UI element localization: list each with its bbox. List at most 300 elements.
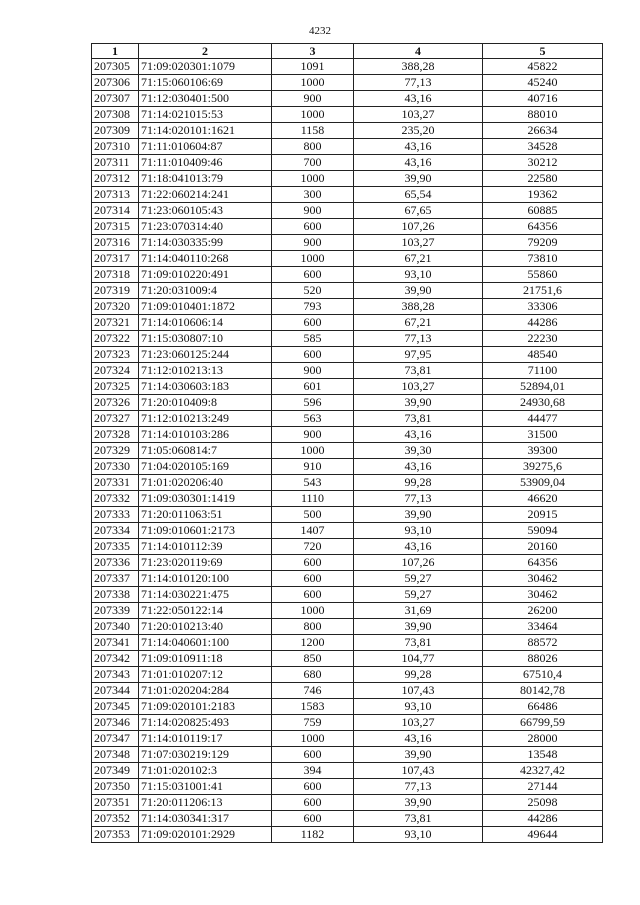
value-cell: 26200 [483,603,603,619]
value-cell: 28000 [483,731,603,747]
page-number: 4232 [309,25,331,37]
rate-cell: 73,81 [354,363,483,379]
table-row [92,779,603,795]
row-id-cell: 207341 [92,635,139,651]
value-cell: 44286 [483,315,603,331]
row-id-cell: 207333 [92,507,139,523]
area-cell: 600 [272,779,354,795]
column-header-5: 5 [483,44,603,59]
rate-cell: 43,16 [354,155,483,171]
value-cell: 73810 [483,251,603,267]
row-id-cell: 207349 [92,763,139,779]
area-cell: 596 [272,395,354,411]
row-id-cell: 207339 [92,603,139,619]
row-id-cell: 207353 [92,827,139,843]
rate-cell: 39,90 [354,619,483,635]
rate-cell: 43,16 [354,91,483,107]
table-row [92,347,603,363]
row-id-cell: 207331 [92,475,139,491]
value-cell: 25098 [483,795,603,811]
value-cell: 26634 [483,123,603,139]
value-cell: 30462 [483,587,603,603]
rate-cell: 43,16 [354,459,483,475]
area-cell: 1000 [272,603,354,619]
rate-cell: 99,28 [354,475,483,491]
area-cell: 1000 [272,75,354,91]
cadastral-number-cell: 71:20:011206:13 [139,795,272,811]
cadastral-number-cell: 71:09:010220:491 [139,267,272,283]
area-cell: 520 [272,283,354,299]
area-cell: 1182 [272,827,354,843]
value-cell: 44286 [483,811,603,827]
area-cell: 800 [272,139,354,155]
cadastral-number-cell: 71:14:021015:53 [139,107,272,123]
row-id-cell: 207336 [92,555,139,571]
area-cell: 585 [272,331,354,347]
row-id-cell: 207332 [92,491,139,507]
cadastral-number-cell: 71:14:020101:1621 [139,123,272,139]
rate-cell: 388,28 [354,59,483,75]
cadastral-number-cell: 71:23:060105:43 [139,203,272,219]
value-cell: 79209 [483,235,603,251]
table-row [92,683,603,699]
area-cell: 793 [272,299,354,315]
cadastral-number-cell: 71:12:010213:13 [139,363,272,379]
area-cell: 1000 [272,171,354,187]
value-cell: 67510,4 [483,667,603,683]
row-id-cell: 207337 [92,571,139,587]
rate-cell: 39,90 [354,507,483,523]
row-id-cell: 207325 [92,379,139,395]
cadastral-number-cell: 71:09:020101:2183 [139,699,272,715]
table-row [92,651,603,667]
value-cell: 19362 [483,187,603,203]
table-row [92,427,603,443]
row-id-cell: 207343 [92,667,139,683]
area-cell: 900 [272,203,354,219]
table-row [92,59,603,75]
area-cell: 800 [272,619,354,635]
table-row [92,107,603,123]
row-id-cell: 207312 [92,171,139,187]
cadastral-number-cell: 71:14:040110:268 [139,251,272,267]
rate-cell: 39,90 [354,395,483,411]
cadastral-number-cell: 71:14:030221:475 [139,587,272,603]
value-cell: 71100 [483,363,603,379]
rate-cell: 39,90 [354,171,483,187]
cadastral-number-cell: 71:01:020204:284 [139,683,272,699]
table-row [92,139,603,155]
cadastral-number-cell: 71:15:060106:69 [139,75,272,91]
column-header-2: 2 [139,44,272,59]
table-row [92,91,603,107]
rate-cell: 107,26 [354,219,483,235]
rate-cell: 43,16 [354,539,483,555]
value-cell: 20160 [483,539,603,555]
cadastral-number-cell: 71:14:040601:100 [139,635,272,651]
table-row [92,827,603,843]
value-cell: 33306 [483,299,603,315]
row-id-cell: 207319 [92,283,139,299]
value-cell: 52894,01 [483,379,603,395]
value-cell: 64356 [483,555,603,571]
value-cell: 45822 [483,59,603,75]
cadastral-number-cell: 71:01:010207:12 [139,667,272,683]
rate-cell: 31,69 [354,603,483,619]
cadastral-number-cell: 71:09:010401:1872 [139,299,272,315]
value-cell: 31500 [483,427,603,443]
area-cell: 700 [272,155,354,171]
row-id-cell: 207327 [92,411,139,427]
table-row [92,795,603,811]
row-id-cell: 207322 [92,331,139,347]
row-id-cell: 207323 [92,347,139,363]
value-cell: 88572 [483,635,603,651]
cadastral-number-cell: 71:20:010409:8 [139,395,272,411]
table-row [92,731,603,747]
table-row [92,491,603,507]
cadastral-number-cell: 71:04:020105:169 [139,459,272,475]
row-id-cell: 207313 [92,187,139,203]
rate-cell: 388,28 [354,299,483,315]
rate-cell: 73,81 [354,811,483,827]
rate-cell: 43,16 [354,139,483,155]
row-id-cell: 207340 [92,619,139,635]
area-cell: 910 [272,459,354,475]
rate-cell: 103,27 [354,235,483,251]
column-header-3: 3 [272,44,354,59]
cadastral-number-cell: 71:11:010604:87 [139,139,272,155]
area-cell: 600 [272,267,354,283]
table-row [92,219,603,235]
area-cell: 600 [272,571,354,587]
row-id-cell: 207321 [92,315,139,331]
rate-cell: 43,16 [354,427,483,443]
area-cell: 600 [272,347,354,363]
area-cell: 759 [272,715,354,731]
area-cell: 1091 [272,59,354,75]
cadastral-number-cell: 71:12:010213:249 [139,411,272,427]
value-cell: 30212 [483,155,603,171]
table-row [92,251,603,267]
row-id-cell: 207320 [92,299,139,315]
value-cell: 22580 [483,171,603,187]
cadastral-number-cell: 71:09:020301:1079 [139,59,272,75]
table-row [92,187,603,203]
row-id-cell: 207307 [92,91,139,107]
row-id-cell: 207346 [92,715,139,731]
area-cell: 1583 [272,699,354,715]
rate-cell: 43,16 [354,731,483,747]
rate-cell: 73,81 [354,411,483,427]
value-cell: 34528 [483,139,603,155]
rate-cell: 39,90 [354,283,483,299]
area-cell: 1000 [272,251,354,267]
row-id-cell: 207324 [92,363,139,379]
table-row [92,811,603,827]
area-cell: 1000 [272,731,354,747]
rate-cell: 103,27 [354,107,483,123]
area-cell: 1407 [272,523,354,539]
row-id-cell: 207352 [92,811,139,827]
value-cell: 45240 [483,75,603,91]
cadastral-number-cell: 71:20:031009:4 [139,283,272,299]
row-id-cell: 207350 [92,779,139,795]
area-cell: 680 [272,667,354,683]
table-row [92,331,603,347]
cadastral-number-cell: 71:15:030807:10 [139,331,272,347]
area-cell: 746 [272,683,354,699]
cadastral-number-cell: 71:14:020825:493 [139,715,272,731]
area-cell: 600 [272,555,354,571]
rate-cell: 39,30 [354,443,483,459]
cadastral-number-cell: 71:14:030335:99 [139,235,272,251]
row-id-cell: 207345 [92,699,139,715]
cadastral-number-cell: 71:09:020101:2929 [139,827,272,843]
row-id-cell: 207318 [92,267,139,283]
rate-cell: 99,28 [354,667,483,683]
row-id-cell: 207308 [92,107,139,123]
row-id-cell: 207329 [92,443,139,459]
value-cell: 21751,6 [483,283,603,299]
value-cell: 80142,78 [483,683,603,699]
value-cell: 40716 [483,91,603,107]
area-cell: 600 [272,795,354,811]
area-cell: 601 [272,379,354,395]
value-cell: 39275,6 [483,459,603,475]
value-cell: 53909,04 [483,475,603,491]
cadastral-number-cell: 71:14:010120:100 [139,571,272,587]
table-row [92,315,603,331]
row-id-cell: 207306 [92,75,139,91]
value-cell: 13548 [483,747,603,763]
area-cell: 1110 [272,491,354,507]
row-id-cell: 207317 [92,251,139,267]
table-body [92,59,603,843]
rate-cell: 67,65 [354,203,483,219]
area-cell: 600 [272,811,354,827]
cadastral-number-cell: 71:18:041013:79 [139,171,272,187]
cadastral-number-cell: 71:12:030401:500 [139,91,272,107]
cadastral-number-cell: 71:01:020206:40 [139,475,272,491]
table-row [92,363,603,379]
area-cell: 600 [272,587,354,603]
table-row [92,267,603,283]
value-cell: 48540 [483,347,603,363]
cadastral-number-cell: 71:09:010601:2173 [139,523,272,539]
rate-cell: 235,20 [354,123,483,139]
cadastral-number-cell: 71:15:031001:41 [139,779,272,795]
row-id-cell: 207326 [92,395,139,411]
row-id-cell: 207305 [92,59,139,75]
rate-cell: 67,21 [354,251,483,267]
area-cell: 1200 [272,635,354,651]
table-row [92,123,603,139]
cadastral-number-cell: 71:05:060814:7 [139,443,272,459]
area-cell: 1000 [272,443,354,459]
rate-cell: 93,10 [354,827,483,843]
column-header-1: 1 [92,44,139,59]
row-id-cell: 207314 [92,203,139,219]
rate-cell: 39,90 [354,747,483,763]
cadastral-number-cell: 71:09:010911:18 [139,651,272,667]
value-cell: 60885 [483,203,603,219]
rate-cell: 107,43 [354,763,483,779]
rate-cell: 77,13 [354,331,483,347]
value-cell: 46620 [483,491,603,507]
value-cell: 39300 [483,443,603,459]
row-id-cell: 207316 [92,235,139,251]
row-id-cell: 207344 [92,683,139,699]
rate-cell: 107,26 [354,555,483,571]
row-id-cell: 207342 [92,651,139,667]
table-row [92,763,603,779]
value-cell: 55860 [483,267,603,283]
area-cell: 600 [272,219,354,235]
table-row [92,475,603,491]
value-cell: 30462 [483,571,603,587]
cadastral-number-cell: 71:23:020119:69 [139,555,272,571]
area-cell: 394 [272,763,354,779]
rate-cell: 107,43 [354,683,483,699]
table-row [92,539,603,555]
area-cell: 850 [272,651,354,667]
rate-cell: 97,95 [354,347,483,363]
table-row [92,395,603,411]
rate-cell: 39,90 [354,795,483,811]
cadastral-number-cell: 71:14:010119:17 [139,731,272,747]
row-id-cell: 207309 [92,123,139,139]
rate-cell: 93,10 [354,523,483,539]
value-cell: 24930,68 [483,395,603,411]
rate-cell: 67,21 [354,315,483,331]
table-row [92,411,603,427]
table-row [92,443,603,459]
column-header-4: 4 [354,44,483,59]
table-row [92,75,603,91]
table-row [92,283,603,299]
rate-cell: 93,10 [354,699,483,715]
value-cell: 88026 [483,651,603,667]
area-cell: 1158 [272,123,354,139]
area-cell: 900 [272,363,354,379]
cadastral-number-cell: 71:23:060125:244 [139,347,272,363]
data-table [91,43,603,843]
value-cell: 20915 [483,507,603,523]
cadastral-number-cell: 71:14:030341:317 [139,811,272,827]
table-row [92,635,603,651]
area-cell: 900 [272,91,354,107]
table-row [92,555,603,571]
table-row [92,619,603,635]
cadastral-number-cell: 71:14:010103:286 [139,427,272,443]
cadastral-number-cell: 71:11:010409:46 [139,155,272,171]
table-row [92,155,603,171]
rate-cell: 73,81 [354,635,483,651]
rate-cell: 77,13 [354,491,483,507]
rate-cell: 93,10 [354,267,483,283]
cadastral-number-cell: 71:01:020102:3 [139,763,272,779]
rate-cell: 59,27 [354,571,483,587]
rate-cell: 65,54 [354,187,483,203]
table-row [92,587,603,603]
row-id-cell: 207315 [92,219,139,235]
cadastral-number-cell: 71:22:050122:14 [139,603,272,619]
value-cell: 66799,59 [483,715,603,731]
row-id-cell: 207351 [92,795,139,811]
area-cell: 563 [272,411,354,427]
value-cell: 22230 [483,331,603,347]
header-row [92,44,603,59]
area-cell: 900 [272,235,354,251]
rate-cell: 104,77 [354,651,483,667]
value-cell: 88010 [483,107,603,123]
table-row [92,203,603,219]
value-cell: 44477 [483,411,603,427]
value-cell: 33464 [483,619,603,635]
cadastral-number-cell: 71:23:070314:40 [139,219,272,235]
cadastral-number-cell: 71:09:030301:1419 [139,491,272,507]
table-row [92,459,603,475]
table-row [92,747,603,763]
area-cell: 600 [272,315,354,331]
row-id-cell: 207335 [92,539,139,555]
table-row [92,235,603,251]
value-cell: 49644 [483,827,603,843]
row-id-cell: 207334 [92,523,139,539]
area-cell: 300 [272,187,354,203]
table-row [92,507,603,523]
rate-cell: 77,13 [354,75,483,91]
table-row [92,571,603,587]
row-id-cell: 207310 [92,139,139,155]
cadastral-number-cell: 71:22:060214:241 [139,187,272,203]
row-id-cell: 207311 [92,155,139,171]
value-cell: 42327,42 [483,763,603,779]
rate-cell: 103,27 [354,715,483,731]
row-id-cell: 207330 [92,459,139,475]
row-id-cell: 207328 [92,427,139,443]
row-id-cell: 207348 [92,747,139,763]
value-cell: 64356 [483,219,603,235]
cadastral-number-cell: 71:20:010213:40 [139,619,272,635]
value-cell: 66486 [483,699,603,715]
rate-cell: 103,27 [354,379,483,395]
cadastral-number-cell: 71:14:010606:14 [139,315,272,331]
value-cell: 27144 [483,779,603,795]
area-cell: 600 [272,747,354,763]
cadastral-number-cell: 71:14:010112:39 [139,539,272,555]
cadastral-number-cell: 71:14:030603:183 [139,379,272,395]
area-cell: 543 [272,475,354,491]
table-row [92,523,603,539]
row-id-cell: 207338 [92,587,139,603]
row-id-cell: 207347 [92,731,139,747]
table-row [92,603,603,619]
table-row [92,715,603,731]
rate-cell: 59,27 [354,587,483,603]
area-cell: 900 [272,427,354,443]
value-cell: 59094 [483,523,603,539]
area-cell: 720 [272,539,354,555]
table-row [92,171,603,187]
table-row [92,699,603,715]
cadastral-number-cell: 71:20:011063:51 [139,507,272,523]
table-row [92,379,603,395]
table-row [92,667,603,683]
area-cell: 1000 [272,107,354,123]
table-row [92,299,603,315]
